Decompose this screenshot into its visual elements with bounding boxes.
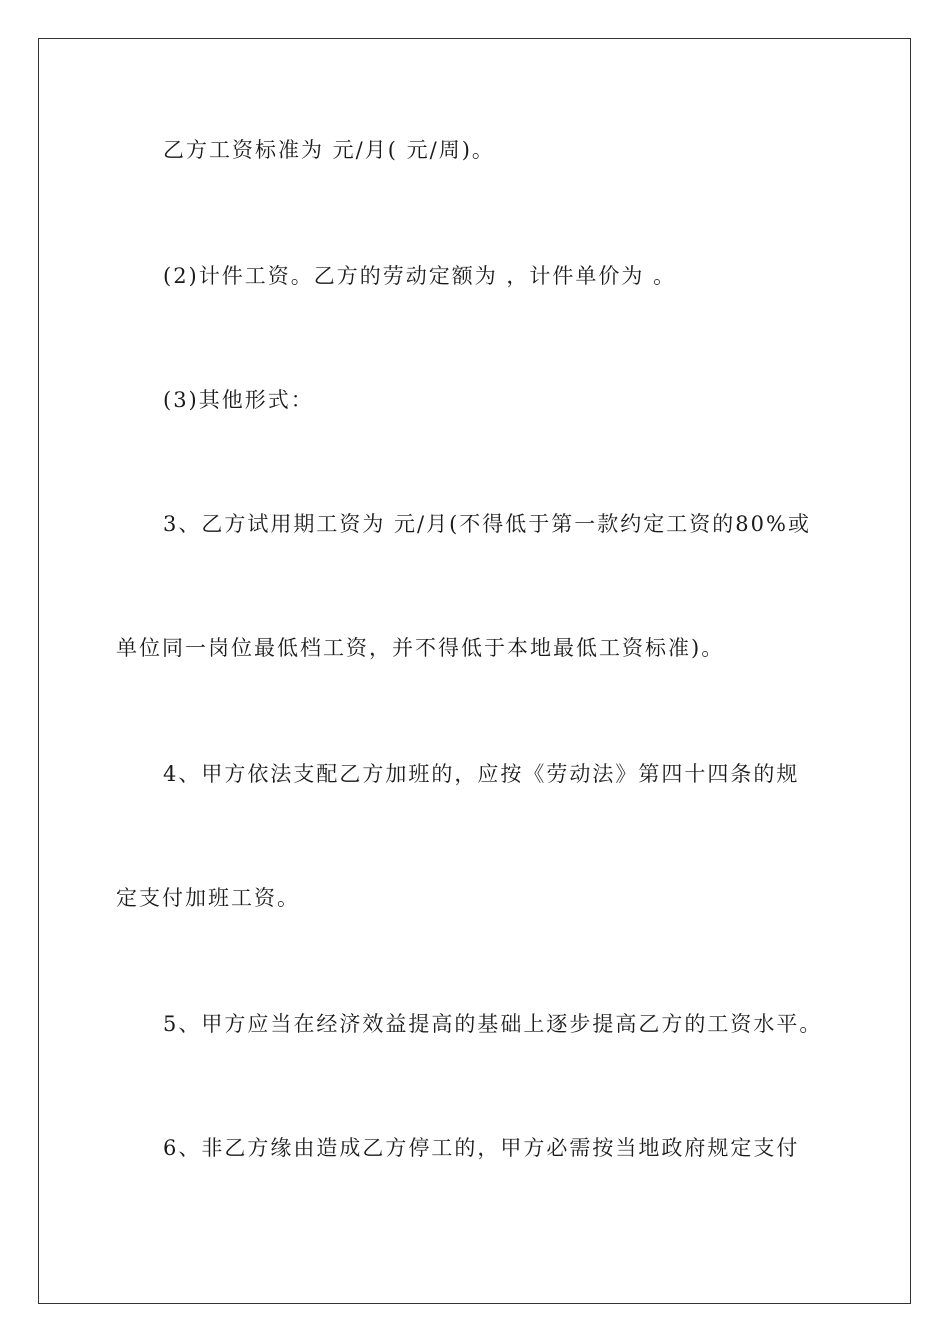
paragraph-wage-standard: 乙方工资标准为 元/月( 元/周)。	[163, 138, 495, 162]
paragraph-wage-increase: 5、甲方应当在经济效益提高的基础上逐步提高乙方的工资水平。	[163, 1012, 823, 1036]
paragraph-other-forms: (3)其他形式：	[163, 388, 314, 412]
page-border	[38, 38, 911, 1304]
paragraph-work-stoppage: 6、非乙方缘由造成乙方停工的，甲方必需按当地政府规定支付	[163, 1136, 800, 1160]
paragraph-overtime-cont: 定支付加班工资。	[116, 886, 300, 910]
paragraph-piecework-wage: (2)计件工资。乙方的劳动定额为 ，计件单价为 。	[163, 264, 677, 288]
paragraph-probation-wage-cont: 单位同一岗位最低档工资，并不得低于本地最低工资标准)。	[116, 636, 725, 660]
paragraph-probation-wage: 3、乙方试用期工资为 元/月(不得低于第一款约定工资的80%或	[163, 512, 811, 536]
paragraph-overtime: 4、甲方依法支配乙方加班的，应按《劳动法》第四十四条的规	[163, 762, 800, 786]
